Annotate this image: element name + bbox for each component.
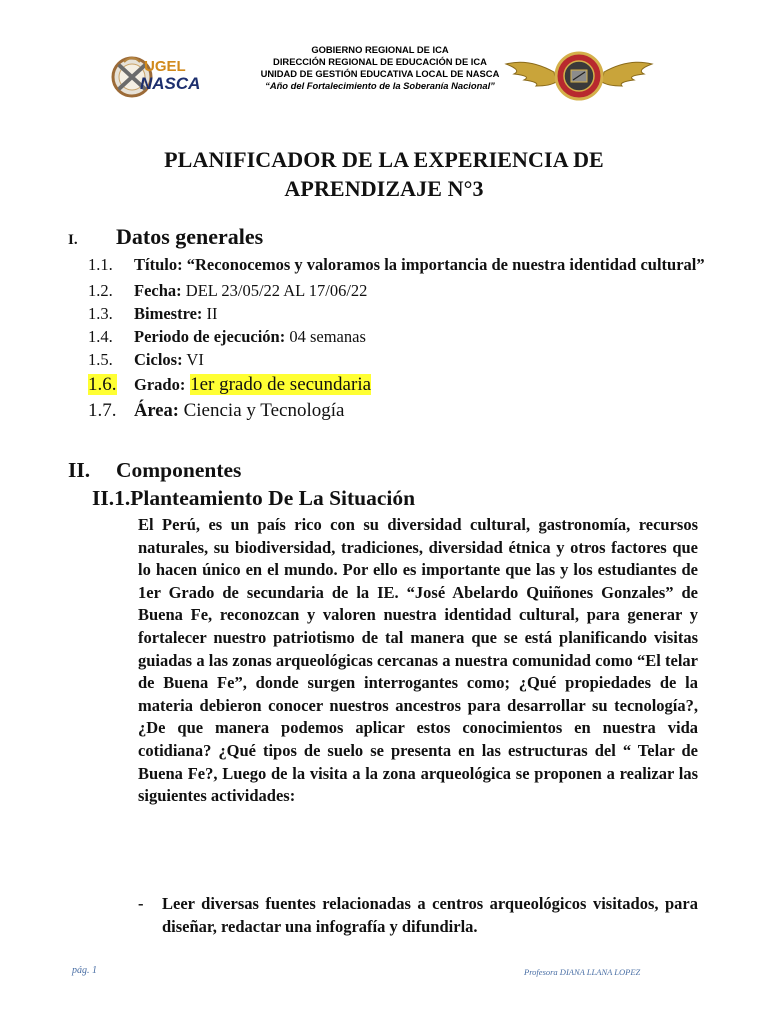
title-line-1: PLANIFICADOR DE LA EXPERIENCIA DE (164, 147, 604, 172)
bullet-dash: - (138, 894, 144, 913)
section-2-title: Componentes (116, 458, 242, 482)
item-number: 1.6. (88, 374, 117, 395)
section-2-number: II. (68, 458, 91, 482)
item-label: Ciclos: (134, 350, 183, 369)
document-title (60, 145, 708, 203)
item-value: 04 semanas (289, 327, 366, 346)
activity-list-item (138, 893, 698, 938)
title-line-2: APRENDIZAJE N°3 (284, 176, 484, 201)
item-number: 1.3. (88, 304, 113, 323)
ugel-nasca-logo (110, 44, 201, 110)
section-1-heading (68, 224, 708, 250)
item-number: 1.2. (88, 281, 113, 300)
winged-emblem-logo (504, 50, 654, 102)
item-value: VI (186, 350, 204, 369)
section-2-heading (68, 458, 241, 483)
item-label: Fecha: (134, 281, 182, 300)
section-1-title: Datos generales (116, 224, 264, 249)
item-label: Título: (134, 255, 183, 274)
item-number: 1.4. (88, 327, 113, 346)
footer-author: Profesora DIANA LLANA LOPEZ (524, 967, 641, 977)
item-label: Grado: (134, 375, 186, 394)
item-value-highlight: 1er grado de secundaria (190, 374, 372, 395)
header-line-unit: UNIDAD DE GESTIÓN EDUCATIVA LOCAL DE NASCA (260, 68, 500, 79)
logo-nasca-text: NASCA (140, 74, 201, 93)
item-area (68, 398, 708, 424)
item-number: 1.7. (88, 400, 117, 421)
page-number: pág. 1 (72, 965, 97, 976)
item-text (134, 254, 708, 276)
item-title (68, 254, 708, 276)
item-bimester (68, 303, 708, 325)
item-label: Periodo de ejecución: (134, 327, 286, 346)
item-number: 1.1. (88, 255, 113, 274)
header-block (230, 44, 530, 92)
situation-paragraph: El Perú, es un país rico con su diversidad cultural, gastronomía, recursos naturales, su biodiversidad, tradiciones, diversidad étnica y otros factores que lo hacen único en el mundo. Por ello es importante que las y los estudiantes de 1er Grado de secundaria de la IE. “José Abelardo Quiñones Gonzales” de Buena Fe, reconozcan y valoren nuestra identidad cultural, para generar y fortalecer nuestro patriotismo de tal manera que se está planificando visitas guiadas a las zonas arqueológicas cercanas a nuestra comunidad como “El telar de Buena Fe”, donde surgen interrogantes como; ¿Qué propiedades de la materia debieron conocer nuestros ancestros para desarrollar su tecnología?, ¿De que manera podemos aplicar estos conocimientos en nuestra vida cotidiana? ¿Qué tipos de suelo se presenta en las estructuras del “ Telar de Buena Fe?, Luego de la visita a la zona arqueológica se proponen a realizar las siguientes actividades: (138, 515, 698, 806)
item-label: Bimestre: (134, 304, 203, 323)
item-number: 1.5. (88, 350, 113, 369)
header-motto: “Año del Fortalecimiento de la Soberanía Nacional” (265, 80, 495, 91)
item-value: “Reconocemos y valoramos la importancia de nuestra identidad cultural” (186, 255, 705, 274)
item-cycles (68, 349, 708, 371)
logo-ugel-text: UGEL (144, 58, 186, 75)
item-period (68, 326, 708, 348)
subsection-heading: II.1.Planteamiento De La Situación (92, 486, 416, 510)
item-date (68, 280, 708, 302)
item-value: DEL 23/05/22 AL 17/06/22 (185, 281, 368, 300)
item-value: II (206, 304, 218, 323)
item-value: Ciencia y Tecnología (183, 400, 345, 421)
item-grade (68, 372, 708, 397)
item-label: Área: (134, 401, 179, 421)
header-line-direction: DIRECCIÓN REGIONAL DE EDUCACIÓN DE ICA (273, 56, 487, 67)
header-line-government: GOBIERNO REGIONAL DE ICA (311, 44, 449, 55)
activity-text: Leer diversas fuentes relacionadas a centros arqueológicos visitados, para diseñar, redactar una infografía y difundirla. (162, 894, 698, 936)
section-general-data (68, 224, 708, 424)
section-1-number: I. (68, 232, 78, 248)
